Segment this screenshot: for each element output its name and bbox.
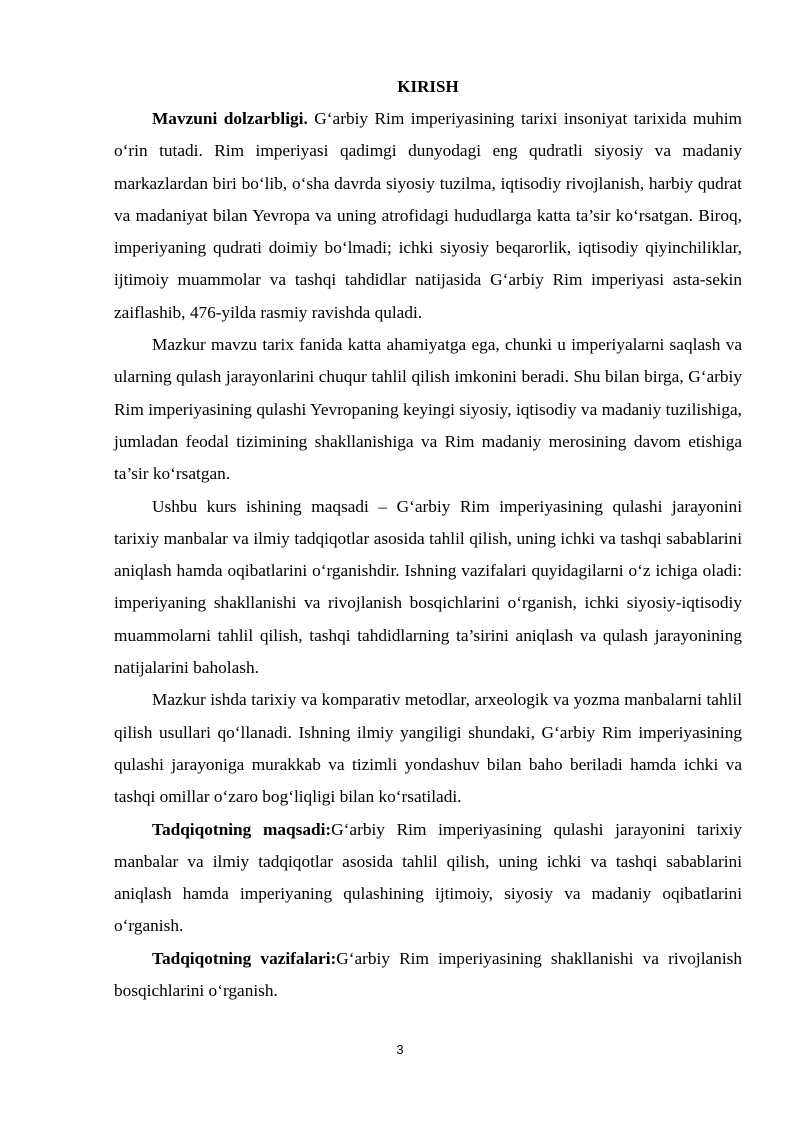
paragraph-course-goal xyxy=(114,491,742,685)
paragraph-importance xyxy=(114,329,742,490)
paragraph-text: Ushbu kurs ishining maqsadi – G‘arbiy Rim imperiyasining qulashi jarayonini tarixiy manbalar va ilmiy tadqiqotlar asosida tahlil qilish, uning ichki va tashqi sabablarini aniqlash hamda oqibatlarini o‘rganishdir. Ishning vazifalari quyidagilarni o‘z ichiga oladi: imperiyaning shakllanishi va rivojlanish bosqichlarini o‘rganish, ichki siyosiy-iqtisodiy muammolarni tahlil qilish, tashqi tahdidlarning ta’sirini aniqlash va qulash jarayonining natijalarini baholash. xyxy=(114,496,742,678)
paragraph-research-tasks xyxy=(114,943,742,1008)
paragraph-text: G‘arbiy Rim imperiyasining tarixi insoniyat tarixida muhim o‘rin tutadi. Rim imperiyasi qadimgi dunyodagi eng qudratli siyosiy va madaniy markazlardan biri bo‘lib, o‘sha davrda siyosiy tuzilma, iqtisodiy rivojlanish, harbiy qudrat va madaniyat bilan Yevropa va uning atrofidagi hududlarga katta ta’sir ko‘rsatgan. Biroq, imperiyaning qudrati doimiy bo‘lmadi; ichki siyosiy beqarorlik, iqtisodiy qiyinchiliklar, ijtimoiy muammolar va tashqi tahdidlar natijasida G‘arbiy Rim imperiyasi asta-sekin zaiflashib, 476-yilda rasmiy ravishda quladi. xyxy=(114,109,742,322)
paragraph-text: Mazkur ishda tarixiy va komparativ metodlar, arxeologik va yozma manbalarni tahlil qilish usullari qo‘llanadi. Ishning ilmiy yangiligi shundaki, G‘arbiy Rim imperiyasining qulashi jarayoniga murakkab va tizimli yondashuv bilan baho beriladi hamda ichki va tashqi omillar o‘zaro bog‘liqligi bilan ko‘rsatiladi. xyxy=(114,690,742,807)
page-number: 3 xyxy=(396,1042,404,1057)
paragraph-methods xyxy=(114,684,742,813)
paragraph-relevance xyxy=(114,103,742,329)
paragraph-text: Mazkur mavzu tarix fanida katta ahamiyatga ega, chunki u imperiyalarni saqlash va ularning qulash jarayonlarini chuqur tahlil qilish imkonini beradi. Shu bilan birga, G‘arbiy Rim imperiyasining qulashi Yevropaning keyingi siyosiy, iqtisodiy va madaniy tuzilishiga, jumladan feodal tizimining shakllanishiga va Rim madaniy merosining davom etishiga ta’sir ko‘rsatgan. xyxy=(114,335,742,484)
paragraph-lead: Mavzuni dolzarbligi. xyxy=(152,109,308,128)
paragraph-text: G‘arbiy Rim imperiyasining qulashi jarayonini tarixiy manbalar va ilmiy tadqiqotlar asosida tahlil qilish, uning ichki va tashqi sabablarini aniqlash hamda imperiyaning qulashining ijtimoiy, siyosiy va madaniy oqibatlarini o‘rganish. xyxy=(114,819,742,936)
document-body xyxy=(114,74,742,1007)
paragraph-research-goal xyxy=(114,814,742,943)
page-title: KIRISH xyxy=(397,77,459,96)
paragraph-lead: Tadqiqotning vazifalari: xyxy=(152,948,337,968)
paragraph-text: G‘arbiy Rim imperiyasining shakllanishi va rivojlanish bosqichlarini o‘rganish. xyxy=(114,948,742,1001)
paragraph-lead: Tadqiqotning maqsadi: xyxy=(152,819,332,839)
